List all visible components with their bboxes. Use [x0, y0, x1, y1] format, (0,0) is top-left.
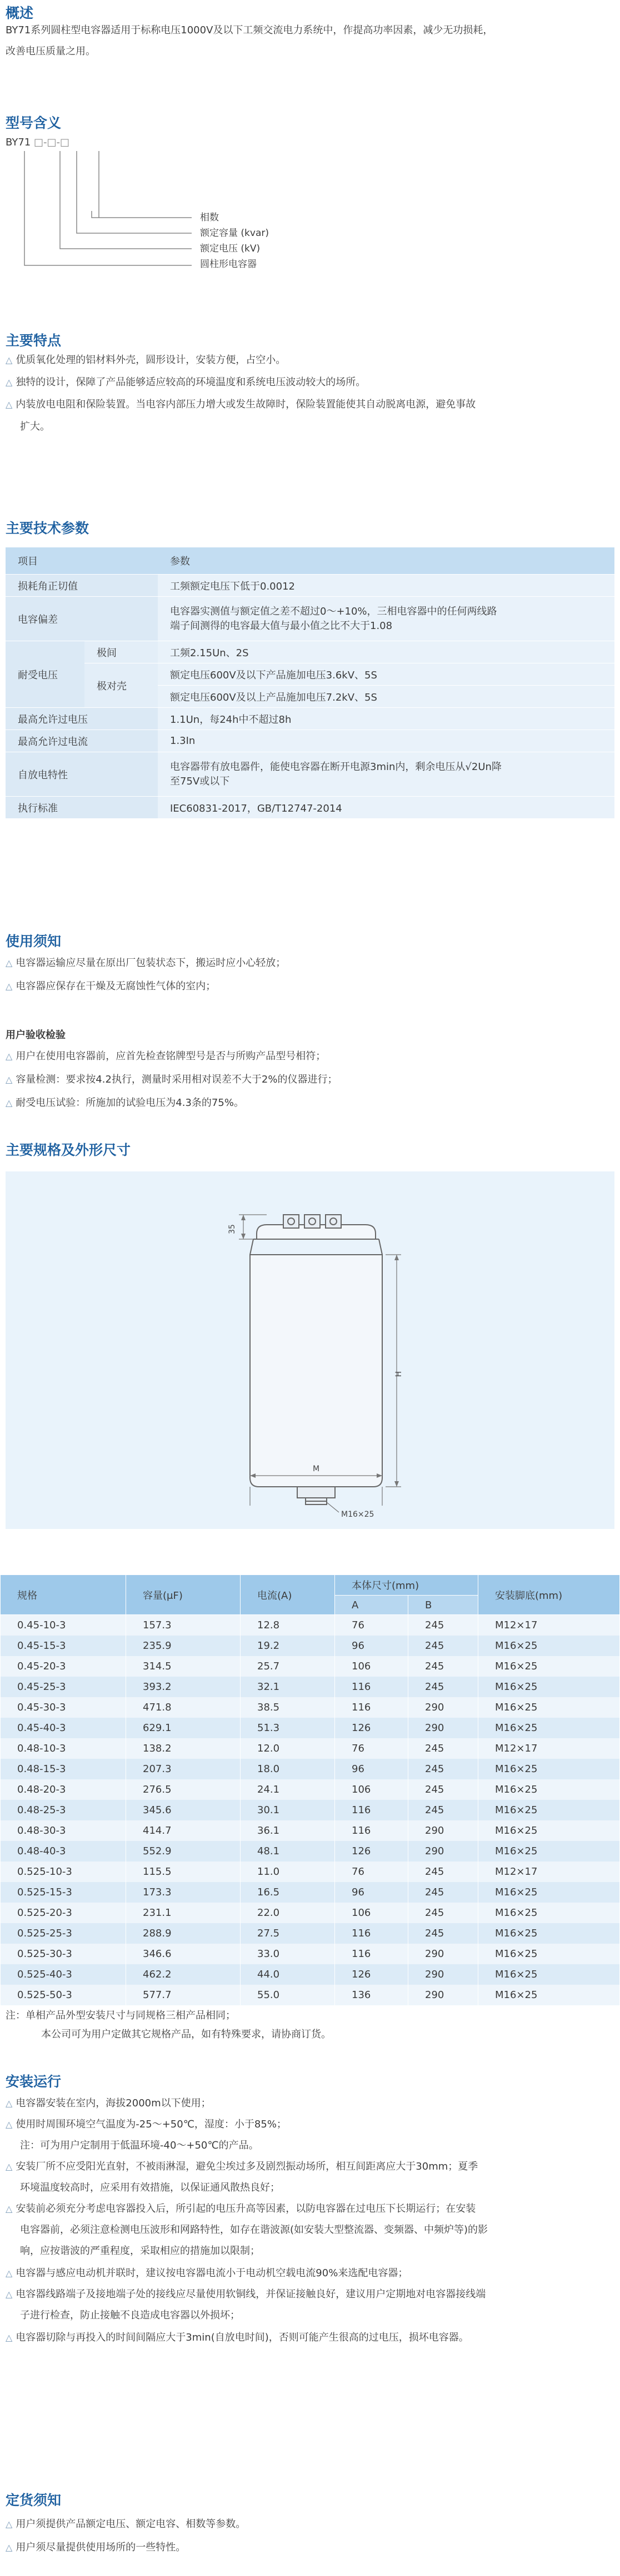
triangle-icon: △: [6, 2161, 13, 2172]
table-cell: 11.0: [241, 1861, 335, 1882]
table-cell: 24.1: [241, 1779, 335, 1800]
table-cell: 345.6: [126, 1800, 241, 1820]
table-cell: 44.0: [241, 1964, 335, 1985]
order-title: 定货须知: [6, 2492, 62, 2508]
model-code-prefix: BY71: [6, 137, 31, 148]
param-value: 工频2.15Un、2S: [158, 641, 614, 663]
model-code-rest: □-□-□: [34, 137, 70, 148]
triangle-icon: △: [6, 981, 13, 992]
table-cell: 19.2: [241, 1636, 335, 1656]
table-cell: 245: [408, 1738, 478, 1759]
model-label-type: 圆柱形电容器: [200, 259, 257, 270]
table-cell: 0.45-15-3: [1, 1636, 126, 1656]
install-item: △ 电容器切除与再投入的时间间隔应大于3min(自放电时间)，否则可能产生很高的过电压，损坏电容器。: [6, 2332, 469, 2343]
table-cell: 290: [408, 1944, 478, 1964]
table-cell: 106: [335, 1903, 408, 1923]
table-cell: 245: [408, 1882, 478, 1903]
params-header-item: 项目: [6, 547, 158, 575]
triangle-icon: △: [6, 1051, 13, 1061]
install-item-cont: 电容器前，必须注意检测电压波形和网路特性，如存在谐波源(如安装大型整流器、变频器、中频炉等)的影: [20, 2224, 488, 2236]
param-label: 最高允许过电压: [6, 708, 158, 730]
table-cell: 115.5: [126, 1861, 241, 1882]
table-cell: 0.48-10-3: [1, 1738, 126, 1759]
model-label-voltage: 额定电压 (kV): [200, 243, 261, 254]
table-cell: 290: [408, 1820, 478, 1841]
table-cell: 0.525-20-3: [1, 1903, 126, 1923]
table-cell: 0.48-15-3: [1, 1759, 126, 1779]
table-cell: 96: [335, 1636, 408, 1656]
install-item: △ 电容器安装在室内，海拔2000m以下使用；: [6, 2097, 211, 2109]
table-cell: 231.1: [126, 1903, 241, 1923]
table-cell: 245: [408, 1903, 478, 1923]
table-row: [1, 1656, 620, 1677]
table-cell: 116: [335, 1820, 408, 1841]
table-cell: 136: [335, 1985, 408, 2005]
triangle-icon: △: [6, 2203, 13, 2214]
table-row: [1, 1615, 620, 1636]
table-cell: 138.2: [126, 1738, 241, 1759]
table-cell: 22.0: [241, 1903, 335, 1923]
usage-item-1: △ 电容器运输应尽量在原出厂包装状态下，搬运时应小心轻放；: [6, 957, 286, 969]
table-cell: 0.45-25-3: [1, 1677, 126, 1697]
table-cell: 290: [408, 1697, 478, 1718]
install-item-cont: 响，应按谐波的严重程度，采取相应的措施加以限制；: [20, 2245, 260, 2257]
table-cell: 126: [335, 1964, 408, 1985]
param-value: 1.3In: [158, 730, 614, 752]
triangle-icon: △: [6, 377, 13, 388]
spec-header-current: 电流(A): [241, 1575, 335, 1615]
param-sublabel: 极对壳: [84, 663, 158, 708]
table-cell: 16.5: [241, 1882, 335, 1903]
check-subtitle: 用户验收检验: [6, 1029, 66, 1041]
table-row: [1, 1944, 620, 1964]
table-cell: 0.525-50-3: [1, 1985, 126, 2005]
table-cell: M12×17: [478, 1615, 620, 1636]
triangle-icon: △: [6, 2268, 13, 2278]
param-value: 额定电压600V及以上产品施加电压7.2kV、5S: [158, 686, 614, 708]
table-cell: 245: [408, 1615, 478, 1636]
table-cell: M16×25: [478, 1841, 620, 1861]
install-item: △ 使用时周围环境空气温度为-25～+50℃，湿度：小于85%；: [6, 2119, 287, 2130]
usage-item-2: △ 电容器应保存在干燥及无腐蚀性气体的室内；: [6, 980, 216, 992]
table-cell: 0.48-40-3: [1, 1841, 126, 1861]
table-cell: M16×25: [478, 1697, 620, 1718]
table-cell: M12×17: [478, 1738, 620, 1759]
spec-notes: [6, 2006, 331, 2044]
table-cell: 245: [408, 1677, 478, 1697]
table-row: [1, 1841, 620, 1861]
param-value: IEC60831-2017，GB/T12747-2014: [158, 797, 614, 819]
table-cell: M16×25: [478, 1656, 620, 1677]
install-item: △ 安装厂所不应受阳光直射，不被雨淋湿，避免尘埃过多及剧烈振动场所，相互间距离应大于30mm；夏季: [6, 2161, 478, 2172]
table-cell: 245: [408, 1800, 478, 1820]
install-title: 安装运行: [6, 2074, 62, 2090]
install-item-cont: 子进行检查，防止接触不良造成电容器以外损坏；: [20, 2310, 240, 2321]
table-cell: 36.1: [241, 1820, 335, 1841]
table-cell: 0.45-10-3: [1, 1615, 126, 1636]
table-cell: M16×25: [478, 1800, 620, 1820]
table-cell: 414.7: [126, 1820, 241, 1841]
table-row: [1, 1903, 620, 1923]
check-item-2: △ 容量检测：要求按4.2执行，测量时采用相对误差不大于2%的仪器进行；: [6, 1074, 338, 1085]
install-item: △ 电容器与感应电动机并联时，建议按电容器电流小于电动机空载电流90%来选配电容器；: [6, 2267, 408, 2279]
table-row: [1, 1985, 620, 2005]
dim-m-label: M: [312, 1465, 320, 1473]
params-header-value: 参数: [158, 547, 614, 575]
table-cell: 96: [335, 1759, 408, 1779]
triangle-icon: △: [6, 2098, 13, 2109]
model-label-capacity: 额定容量 (kvar): [200, 228, 269, 239]
param-value: 电容器实测值与额定值之差不超过0～+10%，三相电容器中的任何两线路 端子间测得的电容最大值与最小值之比不大于1.08: [158, 597, 614, 641]
spec-header-size: 本体尺寸(mm): [335, 1575, 478, 1596]
table-row: [1, 1759, 620, 1779]
table-cell: M16×25: [478, 1964, 620, 1985]
capacitor-diagram: [6, 1171, 614, 1529]
table-cell: 0.525-40-3: [1, 1964, 126, 1985]
table-cell: 0.525-25-3: [1, 1923, 126, 1944]
table-cell: 18.0: [241, 1759, 335, 1779]
table-cell: 116: [335, 1800, 408, 1820]
triangle-icon: △: [6, 2332, 13, 2343]
table-cell: 32.1: [241, 1677, 335, 1697]
table-cell: M16×25: [478, 1923, 620, 1944]
dim-h-label: H: [394, 1371, 403, 1377]
table-cell: 0.45-40-3: [1, 1718, 126, 1738]
table-cell: 0.525-15-3: [1, 1882, 126, 1903]
param-label: 最高允许过电流: [6, 730, 158, 752]
param-label: 电容偏差: [6, 597, 158, 641]
triangle-icon: △: [6, 1074, 13, 1085]
overview-title: 概述: [6, 5, 34, 21]
triangle-icon: △: [6, 1098, 13, 1108]
table-row: [1, 1923, 620, 1944]
table-cell: M16×25: [478, 1677, 620, 1697]
triangle-icon: △: [6, 355, 13, 365]
table-cell: M16×25: [478, 1779, 620, 1800]
spec-header-capacity: 容量(μF): [126, 1575, 241, 1615]
table-cell: M16×25: [478, 1985, 620, 2005]
table-cell: M16×25: [478, 1718, 620, 1738]
table-row: [1, 1964, 620, 1985]
triangle-icon: △: [6, 2289, 13, 2300]
table-cell: 106: [335, 1779, 408, 1800]
table-cell: 48.1: [241, 1841, 335, 1861]
table-cell: M16×25: [478, 1882, 620, 1903]
table-cell: 157.3: [126, 1615, 241, 1636]
table-cell: 33.0: [241, 1944, 335, 1964]
table-cell: 0.525-10-3: [1, 1861, 126, 1882]
triangle-icon: △: [6, 2119, 13, 2130]
param-value: 电容器带有放电器件，能使电容器在断开电源3min内，剩余电压从√2Un降 至75V或以下: [158, 752, 614, 797]
table-cell: 314.5: [126, 1656, 241, 1677]
table-cell: 76: [335, 1861, 408, 1882]
feature-item-3-cont: 扩大。: [20, 421, 50, 432]
table-cell: 12.0: [241, 1738, 335, 1759]
capacitor-diagram-panel: [6, 1171, 614, 1529]
table-cell: M16×25: [478, 1636, 620, 1656]
param-label: 耐受电压: [6, 641, 84, 708]
spec-table: [0, 1574, 620, 2005]
table-row: [1, 1697, 620, 1718]
table-cell: 245: [408, 1636, 478, 1656]
table-row: [1, 1800, 620, 1820]
table-cell: 245: [408, 1923, 478, 1944]
params-table: [6, 547, 614, 819]
param-value: 工频额定电压下低于0.0012: [158, 575, 614, 597]
param-label: 自放电特性: [6, 752, 158, 797]
model-bracket-lines: [0, 150, 222, 300]
table-cell: 96: [335, 1882, 408, 1903]
spec-header-b: B: [408, 1596, 478, 1615]
specs-title: 主要规格及外形尺寸: [6, 1142, 131, 1158]
table-cell: 0.48-20-3: [1, 1779, 126, 1800]
order-item-2: △ 用户须尽量提供使用场所的一些特性。: [6, 2542, 186, 2553]
table-cell: 116: [335, 1677, 408, 1697]
table-cell: 0.48-30-3: [1, 1820, 126, 1841]
table-cell: 30.1: [241, 1800, 335, 1820]
table-cell: 207.3: [126, 1759, 241, 1779]
table-cell: 38.5: [241, 1697, 335, 1718]
dim-35-label: 35: [228, 1224, 237, 1234]
table-cell: M16×25: [478, 1759, 620, 1779]
check-item-1: △ 用户在使用电容器前，应首先检查铭牌型号是否与所购产品型号相符；: [6, 1050, 326, 1062]
param-label: 损耗角正切值: [6, 575, 158, 597]
check-item-3: △ 耐受电压试验：所施加的试验电压为4.3条的75%。: [6, 1097, 244, 1109]
table-cell: 290: [408, 1841, 478, 1861]
params-title: 主要技术参数: [6, 520, 89, 536]
table-cell: 0.48-25-3: [1, 1800, 126, 1820]
table-cell: 552.9: [126, 1841, 241, 1861]
table-cell: M12×17: [478, 1861, 620, 1882]
table-cell: 116: [335, 1923, 408, 1944]
table-cell: 51.3: [241, 1718, 335, 1738]
model-labels: [200, 210, 269, 272]
table-row: [1, 1861, 620, 1882]
install-note: 注：可为用户定制用于低温环境-40～+50℃的产品。: [20, 2140, 259, 2151]
table-cell: 276.5: [126, 1779, 241, 1800]
table-cell: 471.8: [126, 1697, 241, 1718]
install-item: △ 电容器线路端子及接地端子处的接线应尽量使用软铜线，并保证接触良好，建议用户定期地对电容器接线端: [6, 2288, 486, 2300]
overview-text-1: BY71系列圆柱型电容器适用于标称电压1000V及以下工频交流电力系统中，作提高功率因素，减少无功损耗，: [6, 24, 493, 36]
table-row: [1, 1677, 620, 1697]
param-sublabel: 极间: [84, 641, 158, 663]
table-cell: 235.9: [126, 1636, 241, 1656]
install-item: △ 安装前必须充分考虑电容器投入后，所引起的电压升高等因素，以防电容器在过电压下长期运行；在安装: [6, 2203, 476, 2215]
table-cell: 12.8: [241, 1615, 335, 1636]
spec-header-a: A: [335, 1596, 408, 1615]
table-cell: 629.1: [126, 1718, 241, 1738]
table-cell: 288.9: [126, 1923, 241, 1944]
table-cell: 126: [335, 1841, 408, 1861]
table-cell: M16×25: [478, 1903, 620, 1923]
triangle-icon: △: [6, 399, 13, 410]
table-cell: 116: [335, 1944, 408, 1964]
table-cell: 25.7: [241, 1656, 335, 1677]
table-cell: 0.45-30-3: [1, 1697, 126, 1718]
spec-header-model: 规格: [1, 1575, 126, 1615]
table-cell: 173.3: [126, 1882, 241, 1903]
table-cell: 346.6: [126, 1944, 241, 1964]
table-cell: 393.2: [126, 1677, 241, 1697]
table-row: [1, 1820, 620, 1841]
table-cell: 76: [335, 1615, 408, 1636]
install-item-cont: 环境温度较高时，应采用有效措施，以保证通风散热良好；: [20, 2182, 280, 2193]
table-cell: 106: [335, 1656, 408, 1677]
table-cell: M16×25: [478, 1820, 620, 1841]
table-cell: 0.45-20-3: [1, 1656, 126, 1677]
spec-note-1: 注：单相产品外型安装尺寸与同规格三相产品相同；: [6, 2010, 236, 2021]
feature-item-2: △ 独特的设计，保障了产品能够适应较高的环境温度和系统电压波动较大的场所。: [6, 376, 366, 388]
table-cell: 116: [335, 1697, 408, 1718]
triangle-icon: △: [6, 958, 13, 968]
usage-title: 使用须知: [6, 933, 62, 949]
table-cell: 290: [408, 1718, 478, 1738]
feature-item-3: △ 内装放电电阻和保险装置。当电容内部压力增大或发生故障时，保险装置能使其自动脱离电源，避免事故: [6, 399, 476, 410]
features-title: 主要特点: [6, 333, 62, 349]
table-cell: 462.2: [126, 1964, 241, 1985]
table-cell: 76: [335, 1738, 408, 1759]
model-title: 型号含义: [6, 115, 62, 131]
table-cell: 577.7: [126, 1985, 241, 2005]
overview-text-2: 改善电压质量之用。: [6, 46, 96, 57]
spec-header-mount: 安装脚底(mm): [478, 1575, 620, 1615]
param-label: 执行标准: [6, 797, 158, 819]
model-code: [6, 137, 69, 148]
order-item-1: △ 用户须提供产品额定电压、额定电容、相数等参数。: [6, 2518, 246, 2530]
table-row: [1, 1882, 620, 1903]
table-cell: 55.0: [241, 1985, 335, 2005]
table-cell: 245: [408, 1759, 478, 1779]
model-label-phase: 相数: [200, 212, 219, 223]
table-row: [1, 1738, 620, 1759]
table-cell: 245: [408, 1861, 478, 1882]
triangle-icon: △: [6, 2519, 13, 2529]
table-cell: 126: [335, 1718, 408, 1738]
table-cell: 0.525-30-3: [1, 1944, 126, 1964]
dim-bolt-label: M16×25: [341, 1510, 374, 1519]
feature-item-1: △ 优质氧化处理的铝材料外壳，圆形设计，安装方便，占空小。: [6, 354, 286, 366]
table-cell: 245: [408, 1656, 478, 1677]
table-cell: 290: [408, 1985, 478, 2005]
param-value: 额定电压600V及以下产品施加电压3.6kV、5S: [158, 663, 614, 686]
table-row: [1, 1636, 620, 1656]
table-row: [1, 1718, 620, 1738]
triangle-icon: △: [6, 2542, 13, 2553]
table-cell: 27.5: [241, 1923, 335, 1944]
table-row: [1, 1779, 620, 1800]
param-value: 1.1Un，每24h中不超过8h: [158, 708, 614, 730]
spec-note-2: 本公司可为用户定做其它规格产品，如有特殊要求，请协商订货。: [41, 2029, 331, 2040]
table-cell: M16×25: [478, 1944, 620, 1964]
table-cell: 245: [408, 1779, 478, 1800]
table-cell: 290: [408, 1964, 478, 1985]
